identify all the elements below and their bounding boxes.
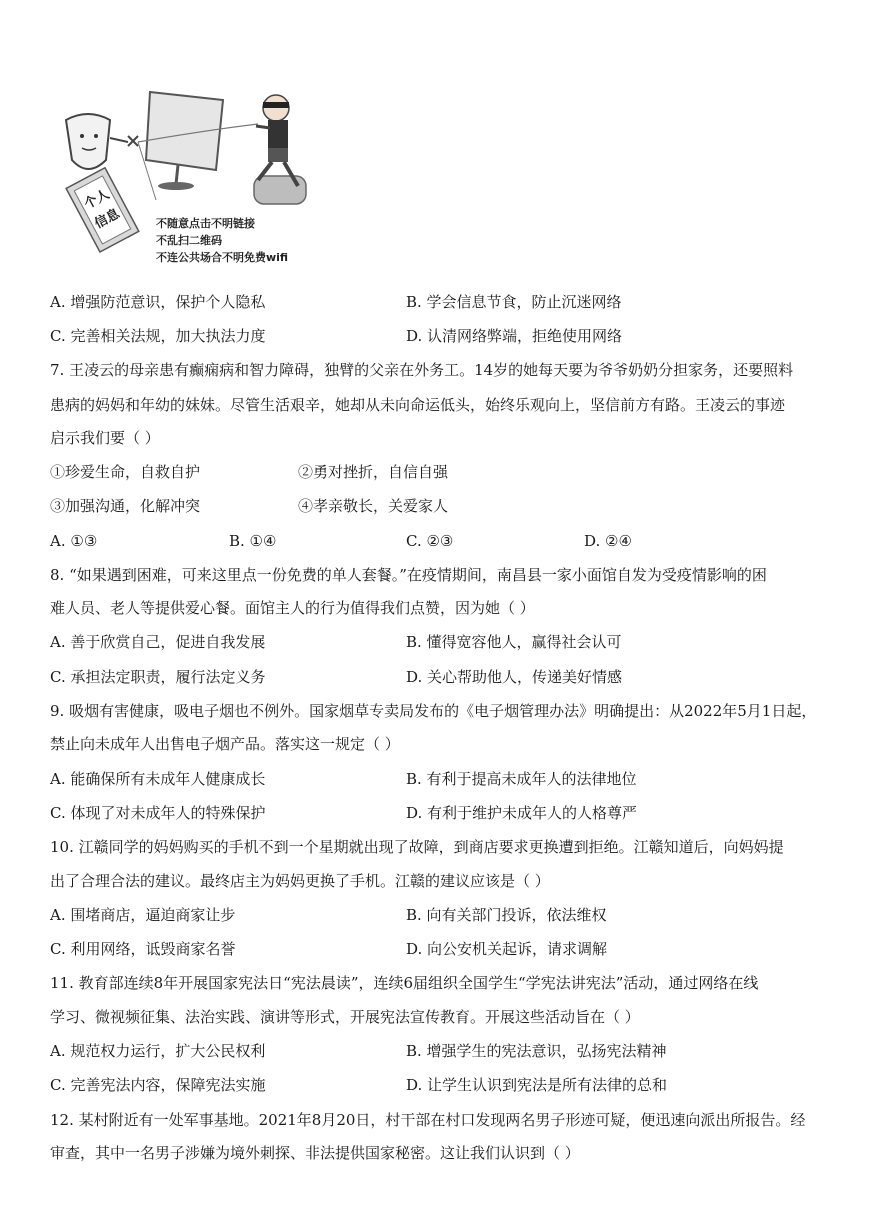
q8-option-b[interactable]: B. 懂得宽容他人，赢得社会认可 <box>406 633 622 651</box>
q9-text: 禁止向未成年人出售电子烟产品。落实这一规定（ ） <box>50 735 400 753</box>
q10-option-d[interactable]: D. 向公安机关起诉，请求调解 <box>406 940 608 958</box>
q7-statement-4: ④孝亲敬长，关爱家人 <box>298 497 449 515</box>
q9-text: 9. 吸烟有害健康，吸电子烟也不例外。国家烟草专卖局发布的《电子烟管理办法》明确提出：从2022年5月1日起， <box>50 702 817 720</box>
q9-option-c[interactable]: C. 体现了对未成年人的特殊保护 <box>50 804 266 822</box>
tag-label-bottom: 信息 <box>92 206 123 232</box>
q11-text: 学习、微视频征集、法治实践、演讲等形式，开展宪法宣传教育。开展这些活动旨在（ ） <box>50 1008 640 1026</box>
q10-option-b[interactable]: B. 向有关部门投诉，依法维权 <box>406 906 607 924</box>
q9-option-a[interactable]: A. 能确保所有未成年人健康成长 <box>50 770 266 788</box>
q7-statement-1: ①珍爱生命，自救自护 <box>50 463 201 481</box>
q9-option-d[interactable]: D. 有利于维护未成年人的人格尊严 <box>406 804 638 822</box>
q8-text: 8. “如果遇到困难，可来这里点一份免费的单人套餐。”在疫情期间，南昌县一家小面馆自发为受疫情影响的困 <box>50 566 767 584</box>
q7-text: 启示我们要（ ） <box>50 429 160 447</box>
q8-text: 难人员、老人等提供爱心餐。面馆主人的行为值得我们点赞，因为她（ ） <box>50 599 535 617</box>
monitor-icon <box>146 92 223 190</box>
q6-option-c[interactable]: C. 完善相关法规，加大执法力度 <box>50 327 266 345</box>
q11-option-b[interactable]: B. 增强学生的宪法意识，弘扬宪法精神 <box>406 1042 667 1060</box>
q7-text: 患病的妈妈和年幼的妹妹。尽管生活艰辛，她却从未向命运低头，始终乐观向上，坚信前方有路。王凌云的事迹 <box>50 396 786 414</box>
q10-text: 10. 江赣同学的妈妈购买的手机不到一个星期就出现了故障，到商店要求更换遭到拒绝。江赣知道后，向妈妈提 <box>50 838 784 856</box>
q7-option-b[interactable]: B. ①④ <box>229 532 277 550</box>
q12-text: 审查，其中一名男子涉嫌为境外刺探、非法提供国家秘密。这让我们认识到（ ） <box>50 1144 580 1162</box>
personal-info-tag-icon <box>66 168 139 252</box>
q11-option-c[interactable]: C. 完善宪法内容，保障宪法实施 <box>50 1076 266 1094</box>
q11-text: 11. 教育部连续8年开展国家宪法日“宪法晨读”，连续6届组织全国学生“学宪法讲宪法”活动，通过网络在线 <box>50 974 759 992</box>
q9-option-b[interactable]: B. 有利于提高未成年人的法律地位 <box>406 770 637 788</box>
q7-option-c[interactable]: C. ②③ <box>406 532 454 550</box>
shield-character-icon <box>66 114 138 169</box>
caption-line: 不乱扫二维码 <box>156 234 222 247</box>
hacker-icon <box>254 95 306 204</box>
q7-statement-3: ③加强沟通，化解冲突 <box>50 497 201 515</box>
caption-line: 不连公共场合不明免费wifi <box>156 251 289 264</box>
q6-option-d[interactable]: D. 认清网络弊端，拒绝使用网络 <box>406 327 623 345</box>
q10-option-c[interactable]: C. 利用网络，诋毁商家名誉 <box>50 940 236 958</box>
q11-option-d[interactable]: D. 让学生认识到宪法是所有法律的总和 <box>406 1076 668 1094</box>
q11-option-a[interactable]: A. 规范权力运行，扩大公民权利 <box>50 1042 266 1060</box>
q7-statement-2: ②勇对挫折，自信自强 <box>298 463 449 481</box>
q6-option-a[interactable]: A. 增强防范意识，保护个人隐私 <box>50 293 266 311</box>
q10-option-a[interactable]: A. 围堵商店，逼迫商家让步 <box>50 906 236 924</box>
tag-label-top: 个人 <box>82 187 113 213</box>
illustration-caption <box>156 215 288 266</box>
q10-text: 出了合理合法的建议。最终店主为妈妈更换了手机。江赣的建议应该是（ ） <box>50 872 550 890</box>
q7-option-a[interactable]: A. ①③ <box>50 532 98 550</box>
q6-option-b[interactable]: B. 学会信息节食，防止沉迷网络 <box>406 293 622 311</box>
caption-line: 不随意点击不明链接 <box>156 217 255 230</box>
q7-option-d[interactable]: D. ②④ <box>584 532 632 550</box>
q8-option-d[interactable]: D. 关心帮助他人，传递美好情感 <box>406 668 623 686</box>
q12-text: 12. 某村附近有一处军事基地。2021年8月20日，村干部在村口发现两名男子形迹可疑，便迅速向派出所报告。经 <box>50 1111 806 1129</box>
q8-option-a[interactable]: A. 善于欣赏自己，促进自我发展 <box>50 633 266 651</box>
q8-option-c[interactable]: C. 承担法定职责，履行法定义务 <box>50 668 266 686</box>
q7-text: 7. 王凌云的母亲患有癫痫病和智力障碍，独臂的父亲在外务工。14岁的她每天要为爷爷奶奶分担家务，还要照料 <box>50 361 794 379</box>
